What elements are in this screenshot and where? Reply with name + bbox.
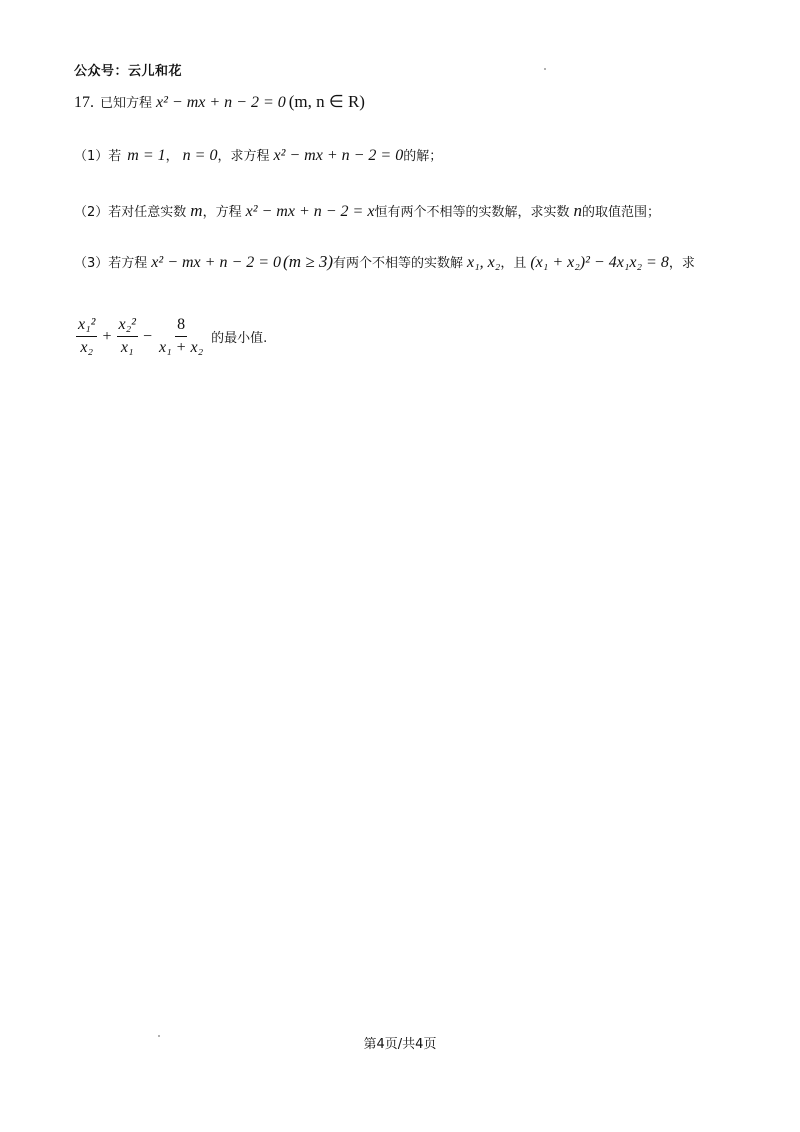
main-equation: x² − mx + n − 2 = 0 <box>156 94 286 111</box>
fraction-1-denominator: x₂ <box>80 339 94 356</box>
fraction-1 <box>76 316 97 357</box>
part-1-text-a: 若 <box>108 149 122 164</box>
part-2-text-d: 的取值范围； <box>581 205 660 220</box>
problem-intro: 已知方程 <box>100 96 153 111</box>
fraction-2-denominator: x₁ <box>120 339 134 356</box>
fraction-3-numerator: 8 <box>175 316 187 337</box>
part-1-n-value: n = 0 <box>182 147 218 164</box>
part-1-m-value: m = 1 <box>127 147 166 164</box>
page-footer: 第4页/共4页 <box>363 1037 437 1052</box>
part-1 <box>74 145 442 165</box>
scan-speck <box>544 68 546 70</box>
part-3-text-b: 有两个不相等的实数解 <box>332 256 463 271</box>
plus-sign: + <box>102 327 112 345</box>
part-1-equation: x² − mx + n − 2 = 0 <box>273 147 404 164</box>
part-3-text-c: ，且 <box>500 256 527 271</box>
part-3-expression <box>74 316 267 357</box>
minus-sign: − <box>142 327 152 345</box>
problem-statement <box>74 92 365 112</box>
part-3-relation: (x₁ + x₂)² − 4x₁x₂ = 8 <box>530 254 669 271</box>
fraction-3-denominator: x₁ + x₂ <box>159 339 204 356</box>
part-2-label: （2） <box>74 205 109 220</box>
part-3-text-a: 若方程 <box>108 256 148 271</box>
part-2 <box>74 201 660 221</box>
part-1-label: （1） <box>74 149 109 164</box>
part-1-text-c: 的解； <box>403 149 443 164</box>
part-2-text-a: 若对任意实数 <box>108 205 187 220</box>
fraction-2 <box>117 316 138 357</box>
part-2-text-c: 恒有两个不相等的实数解，求实数 <box>374 205 570 220</box>
fraction-3 <box>157 316 205 357</box>
problem-number: 17. <box>74 94 94 111</box>
page-header: 公众号：云儿和花 <box>74 64 183 79</box>
part-3-text-d: ，求 <box>668 256 695 271</box>
part-3-condition: (m ≥ 3) <box>283 252 333 271</box>
part-1-text-b: ，求方程 <box>217 149 270 164</box>
part-2-var-n: n <box>573 201 582 220</box>
part-1-sep: ， <box>165 149 179 164</box>
part-3 <box>74 252 695 272</box>
main-condition: (m, n ∈ R) <box>288 92 365 111</box>
part-2-text-b: ，方程 <box>202 205 242 220</box>
part-3-roots: x₁, x₂ <box>467 254 501 271</box>
part-2-equation: x² − mx + n − 2 = x <box>245 203 375 220</box>
part-3-label: （3） <box>74 256 109 271</box>
part-2-var-m: m <box>190 201 203 220</box>
part-3-text-e: 的最小值. <box>211 331 268 346</box>
fraction-1-numerator: x₁² <box>76 316 97 337</box>
part-3-equation: x² − mx + n − 2 = 0 <box>151 254 282 271</box>
fraction-2-numerator: x₂² <box>117 316 138 337</box>
